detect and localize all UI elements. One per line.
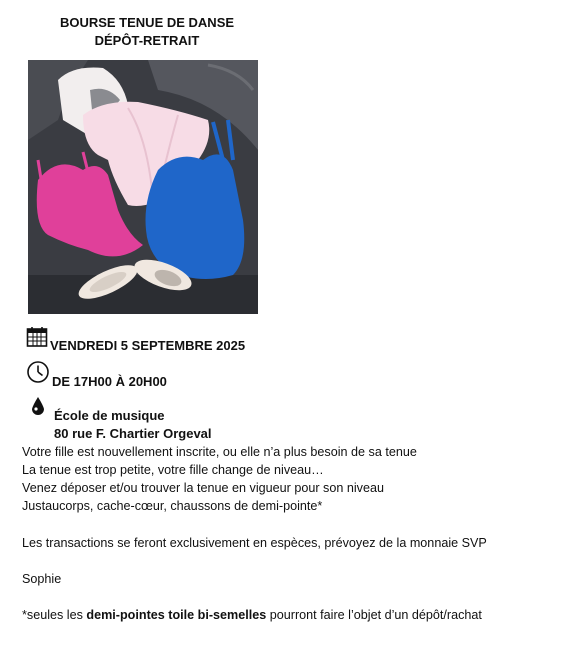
time-row bbox=[26, 360, 167, 387]
description bbox=[22, 443, 417, 515]
dance-outfit-photo bbox=[28, 60, 258, 314]
place-row bbox=[30, 396, 48, 419]
event-time: DE 17H00 À 20H00 bbox=[52, 374, 167, 389]
title-line-2: DÉPÔT-RETRAIT bbox=[94, 33, 200, 48]
date-row bbox=[26, 326, 245, 351]
footnote bbox=[22, 606, 482, 624]
description-line-3: Venez déposer et/ou trouver la tenue en vigueur pour son niveau bbox=[22, 481, 384, 495]
event-place bbox=[54, 407, 212, 443]
payment-note: Les transactions se feront exclusivement en espèces, prévoyez de la monnaie SVP bbox=[22, 536, 487, 550]
signature: Sophie bbox=[22, 572, 62, 586]
footnote-prefix: *seules les bbox=[22, 608, 87, 622]
blue-leotard bbox=[146, 154, 245, 279]
description-line-2: La tenue est trop petite, votre fille change de niveau… bbox=[22, 463, 324, 477]
place-name: École de musique bbox=[54, 408, 165, 423]
footnote-emphasis: demi-pointes toile bi-semelles bbox=[86, 608, 267, 622]
calendar-icon bbox=[26, 326, 48, 351]
footnote-suffix: pourront faire l’objet d’un dépôt/rachat bbox=[266, 608, 482, 622]
place-address: 80 rue F. Chartier Orgeval bbox=[54, 426, 212, 441]
description-line-1: Votre fille est nouvellement inscrite, ou elle n’a plus besoin de sa tenue bbox=[22, 445, 417, 459]
clock-icon bbox=[26, 360, 50, 387]
title-line-1: BOURSE TENUE DE DANSE bbox=[59, 15, 235, 30]
flyer-title bbox=[24, 14, 270, 50]
event-date: VENDREDI 5 SEPTEMBRE 2025 bbox=[50, 338, 246, 353]
location-drop-icon bbox=[30, 396, 46, 419]
description-line-4: Justaucorps, cache-cœur, chaussons de demi-pointe* bbox=[22, 499, 323, 513]
